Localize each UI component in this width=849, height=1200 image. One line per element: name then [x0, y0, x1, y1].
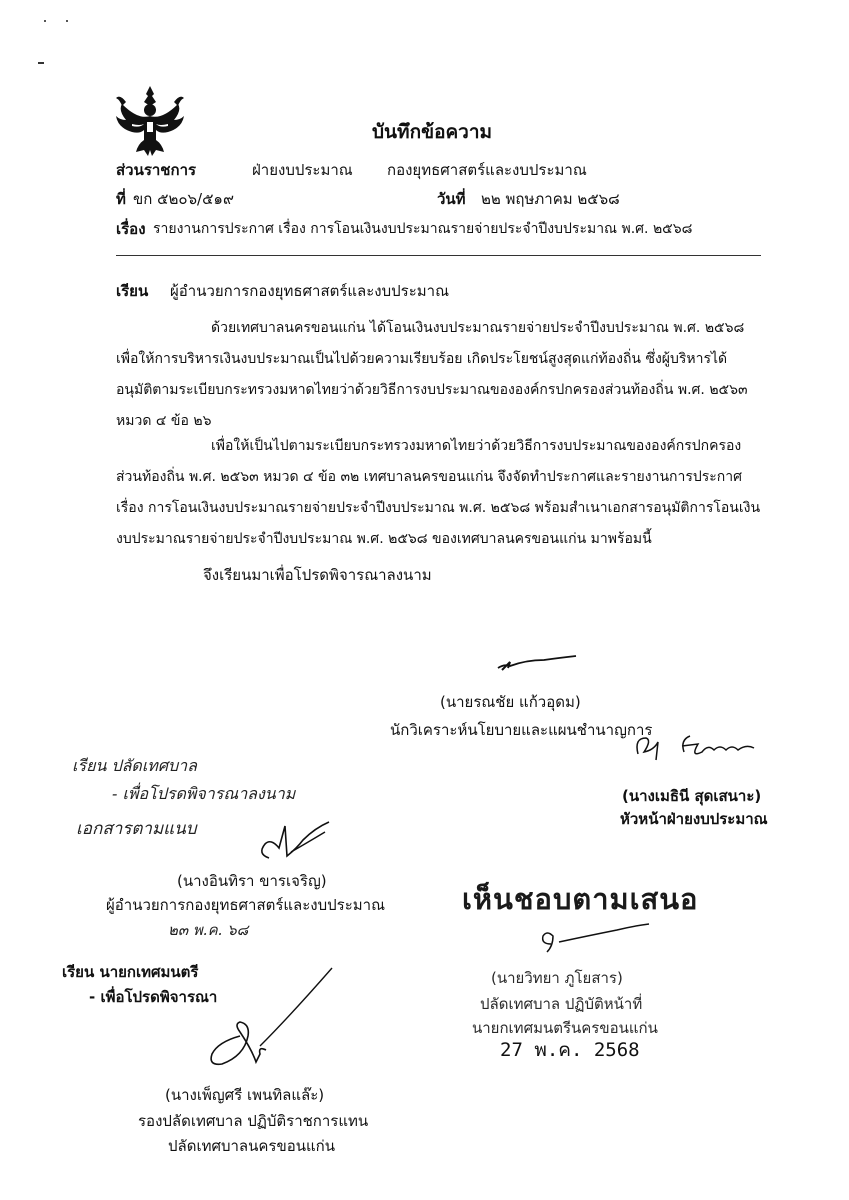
approver-position-1: ปลัดเทศบาล ปฏิบัติหน้าที่: [480, 995, 643, 1013]
note-1-line-3: เอกสารตามแนบ: [76, 819, 197, 839]
approval-stamp: เห็นชอบตามเสนอ: [462, 882, 699, 916]
approver-position-2: นายกเทศมนตรีนครขอนแก่น: [472, 1019, 658, 1037]
subject-value: รายงานการประกาศ เรื่อง การโอนเงินงบประมาณรายจ่ายประจำปีงบประมาณ พ.ศ. ๒๕๖๘: [153, 221, 693, 237]
signer-2-name: (นางเมธินี สุดเสนาะ): [622, 787, 762, 805]
salutation-label: เรียน: [116, 282, 149, 300]
scan-speck: [66, 20, 68, 22]
signer-2-position: หัวหน้าฝ่ายงบประมาณ: [620, 810, 768, 828]
document-title: บันทึกข้อความ: [372, 121, 493, 143]
signature-2: [632, 730, 772, 770]
signature-4: [200, 966, 336, 1076]
signer-4-name: (นางเพ็ญศรี เพนทิลแล๊ะ): [165, 1086, 325, 1104]
division-value: กองยุทธศาสตร์และงบประมาณ: [387, 161, 587, 179]
closing-line: จึงเรียนมาเพื่อโปรดพิจารณาลงนาม: [203, 566, 432, 584]
signer-4-position-1: รองปลัดเทศบาล ปฏิบัติราชการแทน: [138, 1112, 369, 1130]
note-1-line-1: เรียน ปลัดเทศบาล: [72, 756, 197, 775]
date-label: วันที่: [437, 190, 466, 208]
note-2-line-2: - เพื่อโปรดพิจารณา: [89, 988, 218, 1006]
header-divider: [116, 255, 761, 256]
approver-name: (นายวิทยา ภูโยสาร): [491, 969, 623, 987]
salutation-value: ผู้อำนวยการกองยุทธศาสตร์และงบประมาณ: [170, 282, 450, 300]
signature-approval: [537, 922, 653, 956]
signature-1: [496, 652, 580, 674]
department-label: ส่วนราชการ: [116, 161, 197, 179]
signer-1-position: นักวิเคราะห์นโยบายและแผนชำนาญการ: [390, 721, 653, 739]
reference-label: ที่: [116, 190, 126, 208]
subject-label: เรื่อง: [116, 220, 146, 238]
body-paragraph-2: เพื่อให้เป็นไปตามระเบียบกระทรวงมหาดไทยว่าด้วยวิธีการงบประมาณขององค์กรปกครองส่วนท้องถิ่น พ.ศ. ๒๕๖๓ หมวด ๔ ข้อ ๓๒ เทศบาลนครขอนแก่น จึงจัดทำประกาศและรายงานการประกาศ เรื่อง การโอนเงินงบประมาณรายจ่ายประจำปีงบประมาณ พ.ศ. ๒๕๖๘ พร้อมสำเนาเอกสารอนุมัติการโอนเงินงบประมาณรายจ่ายประจำปีงบประมาณ พ.ศ. ๒๕๖๘ ของเทศบาลนครขอนแก่น มาพร้อมนี้: [116, 438, 761, 547]
scan-speck: [44, 20, 46, 22]
garuda-emblem-icon: [112, 80, 188, 158]
body-paragraph-1: ด้วยเทศบาลนครขอนแก่น ได้โอนเงินงบประมาณรายจ่ายประจำปีงบประมาณ พ.ศ. ๒๕๖๘ เพื่อให้การบริหารเงินงบประมาณเป็นไปด้วยความเรียบร้อย เกิดประโยชน์สูงสุดแก่ท้องถิ่น ซึ่งผู้บริหารได้อนุมัติตามระเบียบกระทรวงมหาดไทยว่าด้วยวิธีการงบประมาณขององค์กรปกครองส่วนท้องถิ่น พ.ศ. ๒๕๖๓ หมวด ๔ ข้อ ๒๖: [116, 320, 748, 429]
department-value: ฝ่ายงบประมาณ: [252, 161, 353, 179]
scan-speck: [38, 62, 44, 64]
note-2-line-1: เรียน นายกเทศมนตรี: [62, 963, 199, 981]
signer-1-name: (นายรณชัย แก้วอุดม): [440, 693, 581, 711]
date-value: ๒๒ พฤษภาคม ๒๕๖๘: [481, 190, 620, 208]
approval-date-stamp: 27 พ.ค. 2568: [500, 1039, 640, 1061]
signer-3-name: (นางอินทิรา ขารเจริญ): [177, 872, 327, 890]
signature-3: [255, 818, 335, 864]
signer-3-position: ผู้อำนวยการกองยุทธศาสตร์และงบประมาณ: [106, 896, 386, 914]
signer-3-handwritten-date: ๒๓ พ.ค. ๖๘: [168, 921, 249, 939]
reference-number: ขก ๕๒๐๖/๕๑๙: [133, 190, 234, 208]
signer-4-position-2: ปลัดเทศบาลนครขอนแก่น: [168, 1137, 335, 1155]
note-1-line-2: - เพื่อโปรดพิจารณาลงนาม: [112, 784, 296, 803]
